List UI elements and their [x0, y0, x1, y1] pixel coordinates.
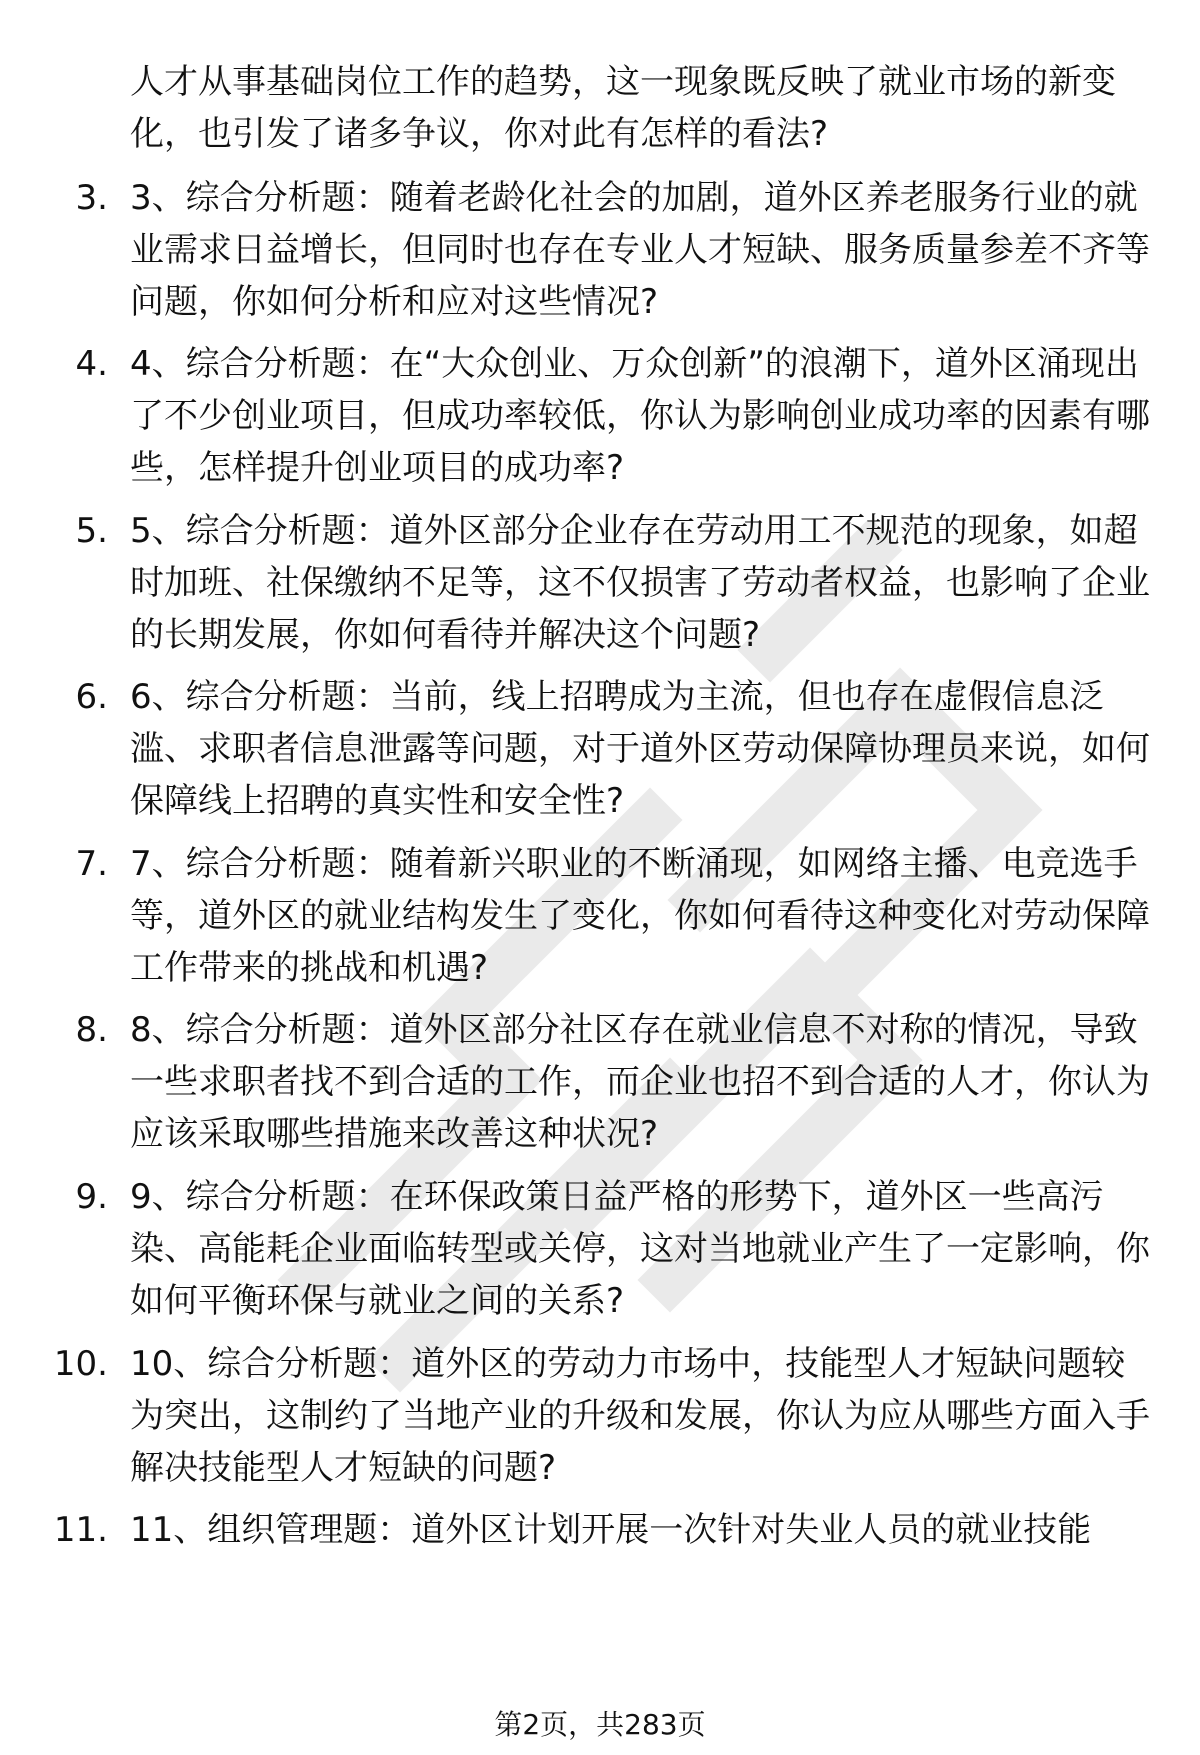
question-number: 3.	[75, 178, 108, 218]
question-number: 10.	[53, 1344, 108, 1384]
question-text: 8、综合分析题：道外区部分社区存在就业信息不对称的情况，导致一些求职者找不到合适的工作，而企业也招不到合适的人才，你认为应该采取哪些措施来改善这种状况?	[130, 1010, 1150, 1154]
page-footer: 第2页，共283页	[494, 1708, 706, 1741]
question-text: 5、综合分析题：道外区部分企业存在劳动用工不规范的现象，如超时加班、社保缴纳不足等，这不仅损害了劳动者权益，也影响了企业的长期发展，你如何看待并解决这个问题?	[130, 511, 1150, 655]
question-number: 11.	[53, 1510, 108, 1550]
continuation-paragraph: 人才从事基础岗位工作的趋势，这一现象既反映了就业市场的新变化，也引发了诸多争议，你对此有怎样的看法?	[130, 62, 1116, 154]
question-number: 8.	[75, 1010, 108, 1050]
question-text: 6、综合分析题：当前，线上招聘成为主流，但也存在虚假信息泛滥、求职者信息泄露等问题，对于道外区劳动保障协理员来说，如何保障线上招聘的真实性和安全性?	[130, 677, 1150, 821]
question-text: 10、综合分析题：道外区的劳动力市场中，技能型人才短缺问题较为突出，这制约了当地产业的升级和发展，你认为应从哪些方面入手解决技能型人才短缺的问题?	[130, 1344, 1150, 1488]
question-number: 4.	[75, 344, 108, 384]
question-text: 11、组织管理题：道外区计划开展一次针对失业人员的就业技能	[130, 1510, 1092, 1550]
question-number: 9.	[75, 1177, 108, 1217]
question-text: 4、综合分析题：在“大众创业、万众创新”的浪潮下，道外区涌现出了不少创业项目，但成功率较低，你认为影响创业成功率的因素有哪些，怎样提升创业项目的成功率?	[130, 344, 1150, 488]
question-text: 9、综合分析题：在环保政策日益严格的形势下，道外区一些高污染、高能耗企业面临转型或关停，这对当地就业产生了一定影响，你如何平衡环保与就业之间的关系?	[130, 1177, 1150, 1321]
question-text: 3、综合分析题：随着老龄化社会的加剧，道外区养老服务行业的就业需求日益增长，但同时也存在专业人才短缺、服务质量参差不齐等问题，你如何分析和应对这些情况?	[130, 178, 1150, 322]
question-text: 7、综合分析题：随着新兴职业的不断涌现，如网络主播、电竞选手等，道外区的就业结构发生了变化，你如何看待这种变化对劳动保障工作带来的挑战和机遇?	[130, 844, 1150, 988]
question-number: 7.	[75, 844, 108, 884]
question-number: 6.	[75, 677, 108, 717]
question-number: 5.	[75, 511, 108, 551]
